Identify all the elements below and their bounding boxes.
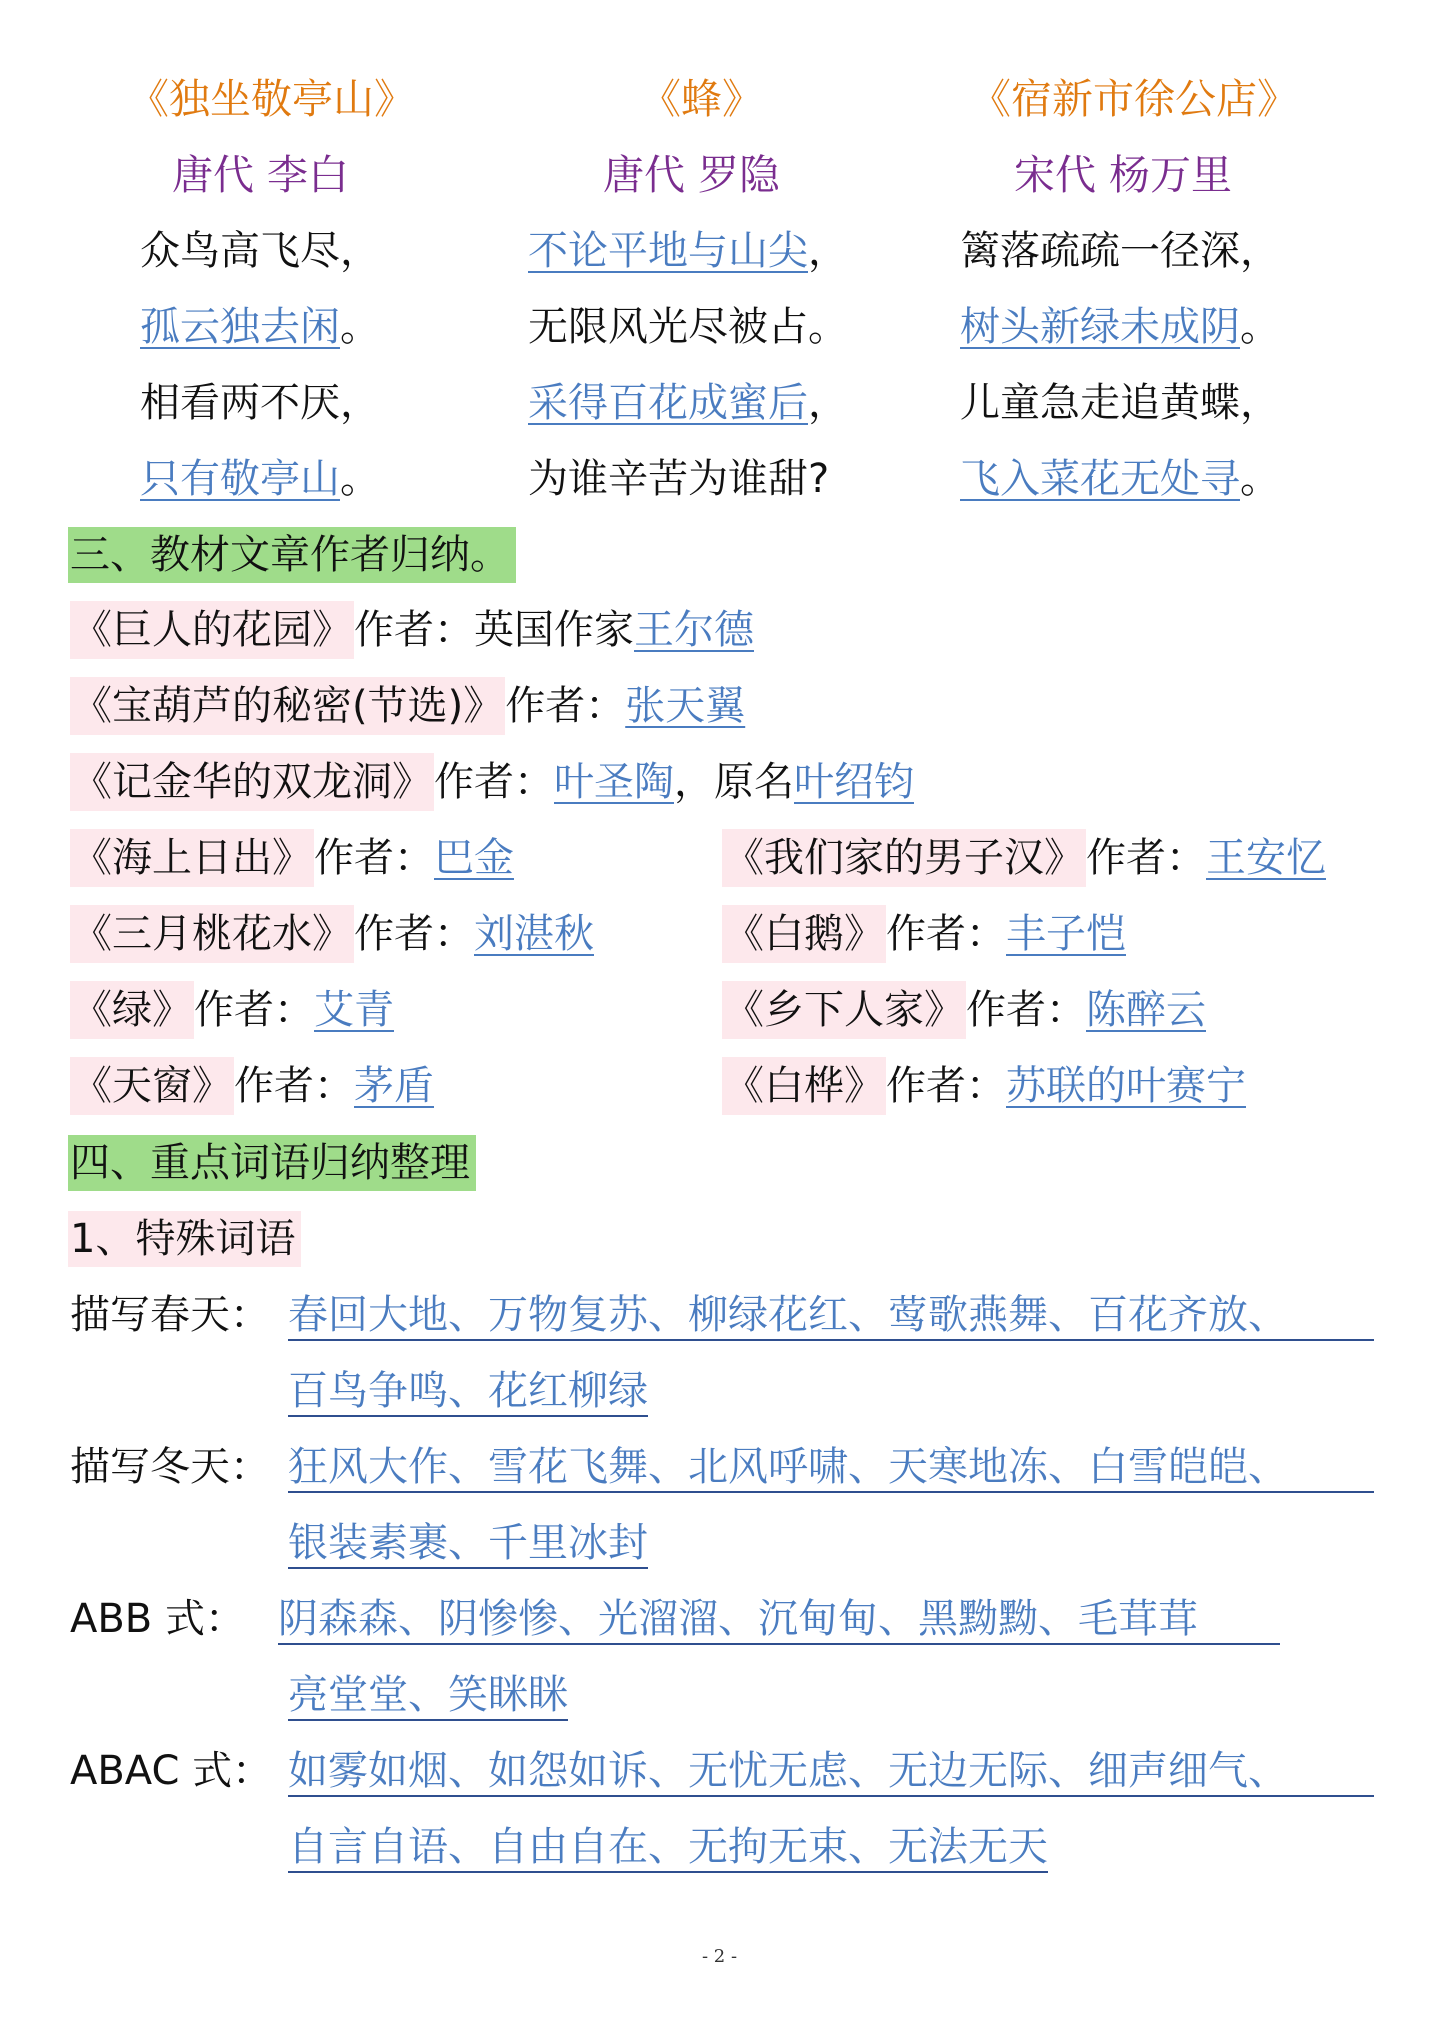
word-group-label: 描写春天： — [70, 1292, 270, 1338]
work-title: 《海上日出》 — [70, 829, 314, 887]
work-title: 《宝葫芦的秘密(节选)》 — [70, 677, 505, 735]
word-list: 如雾如烟、如怨如诉、无忧无虑、无边无际、细声细气、 — [288, 1751, 1374, 1797]
author-name: 张天翼 — [625, 683, 746, 729]
author-row-left — [70, 984, 394, 1036]
poem-line-blank: 孤云独去闲 — [140, 304, 340, 350]
poem-line-blank: 飞入菜花无处寻 — [960, 456, 1240, 502]
poem-dynasty-author: 唐代 李白 — [172, 151, 350, 199]
work-title: 《天窗》 — [70, 1057, 234, 1115]
word-group-line — [288, 1748, 1374, 1797]
author-prefix: 作者： — [354, 911, 474, 957]
author-name: 茅盾 — [354, 1063, 434, 1109]
poem-line — [528, 304, 848, 350]
author-row — [70, 756, 914, 808]
author-row-left — [70, 1060, 434, 1112]
author-row-left — [70, 832, 514, 884]
author-name: 艾青 — [314, 987, 394, 1033]
poem-dynasty-author: 宋代 杨万里 — [1014, 151, 1233, 199]
poem-line-punct: 。 — [1240, 304, 1280, 350]
poem-title: 《独坐敬亭山》 — [128, 75, 415, 123]
work-title: 《白桦》 — [722, 1057, 886, 1115]
subsection-heading: 1、特殊词语 — [68, 1211, 301, 1267]
poem-line — [960, 456, 1280, 502]
author-name: 刘湛秋 — [474, 911, 594, 957]
work-title: 《乡下人家》 — [722, 981, 966, 1039]
work-title: 《巨人的花园》 — [70, 601, 354, 659]
word-list: 春回大地、万物复苏、柳绿花红、莺歌燕舞、百花齐放、 — [288, 1295, 1374, 1341]
poem-line-blank: 不论平地与山尖 — [528, 228, 808, 274]
author-prefix: 作者： — [434, 759, 554, 805]
work-title: 《记金华的双龙洞》 — [70, 753, 434, 811]
author-prefix: 作者： — [886, 911, 1006, 957]
poem-dynasty-author: 唐代 罗隐 — [603, 151, 781, 199]
poem-line-punct: 。 — [340, 304, 380, 350]
poem-line — [140, 304, 380, 350]
author-prefix: 作者： — [505, 683, 626, 729]
poem-title: 《蜂》 — [640, 75, 763, 123]
poem-line-punct: ， — [808, 228, 848, 274]
author-prefix: 作者： — [234, 1063, 354, 1109]
author-extra: ，原名 — [674, 759, 794, 805]
poem-line — [528, 380, 848, 426]
word-list: 狂风大作、雪花飞舞、北风呼啸、天寒地冻、白雪皑皑、 — [288, 1447, 1374, 1493]
author-name: 王安忆 — [1206, 835, 1326, 881]
word-group-line — [288, 1520, 648, 1569]
author-prefix: 作者：英国作家 — [354, 607, 634, 653]
word-group-line — [288, 1672, 568, 1721]
author-row-right — [722, 984, 1206, 1036]
poem-line-text: 儿童急走追黄蝶， — [960, 380, 1280, 426]
author-original-name: 叶绍钧 — [794, 759, 914, 805]
poem-line — [140, 380, 380, 426]
author-row — [70, 680, 745, 732]
author-row-right — [722, 1060, 1246, 1112]
author-row — [70, 604, 754, 656]
poem-line-text: 相看两不厌， — [140, 380, 380, 426]
author-row-left — [70, 908, 594, 960]
poem-line — [960, 228, 1280, 274]
word-group-line — [288, 1292, 1374, 1341]
word-group-label: 描写冬天： — [70, 1444, 270, 1490]
word-group-label: ABB 式： — [70, 1596, 245, 1642]
section-heading: 三、教材文章作者归纳。 — [68, 527, 516, 583]
author-name: 巴金 — [434, 835, 514, 881]
author-prefix: 作者： — [1086, 835, 1206, 881]
word-list: 阴森森、阴惨惨、光溜溜、沉甸甸、黑黝黝、毛茸茸 — [278, 1599, 1280, 1645]
poem-line-blank: 采得百花成蜜后 — [528, 380, 808, 426]
author-name: 陈醉云 — [1086, 987, 1206, 1033]
poem-line-text: 篱落疏疏一径深， — [960, 228, 1280, 274]
word-list: 自言自语、自由自在、无拘无束、无法无天 — [288, 1827, 1048, 1873]
word-group-line — [288, 1444, 1374, 1493]
author-prefix: 作者： — [886, 1063, 1006, 1109]
word-list: 百鸟争鸣、花红柳绿 — [288, 1371, 648, 1417]
author-name: 王尔德 — [634, 607, 754, 653]
word-list: 银装素裹、千里冰封 — [288, 1523, 648, 1569]
work-title: 《绿》 — [70, 981, 194, 1039]
poem-title: 《宿新市徐公店》 — [970, 75, 1298, 123]
author-row-right — [722, 832, 1326, 884]
work-title: 《白鹅》 — [722, 905, 886, 963]
word-group-line — [288, 1824, 1048, 1873]
author-prefix: 作者： — [966, 987, 1086, 1033]
poem-line — [140, 456, 380, 502]
poem-line — [960, 304, 1280, 350]
author-name: 丰子恺 — [1006, 911, 1126, 957]
word-list: 亮堂堂、笑眯眯 — [288, 1675, 568, 1721]
poem-line — [960, 380, 1280, 426]
word-group-label: ABAC 式： — [70, 1748, 273, 1794]
poem-line-text: 众鸟高飞尽， — [140, 228, 380, 274]
author-prefix: 作者： — [314, 835, 434, 881]
author-name: 苏联的叶赛宁 — [1006, 1063, 1246, 1109]
word-group-line — [278, 1596, 1280, 1645]
poem-line — [528, 456, 830, 502]
word-group-line — [288, 1368, 648, 1417]
author-row-right — [722, 908, 1126, 960]
poem-line-punct: ， — [808, 380, 848, 426]
poem-line-blank: 只有敬亭山 — [140, 456, 340, 502]
work-title: 《我们家的男子汉》 — [722, 829, 1086, 887]
author-name: 叶圣陶 — [554, 759, 674, 805]
author-prefix: 作者： — [194, 987, 314, 1033]
poem-line — [140, 228, 380, 274]
page-number: - 2 - — [702, 1946, 738, 1967]
poem-line-blank: 树头新绿未成阴 — [960, 304, 1240, 350]
section-heading: 四、重点词语归纳整理 — [68, 1135, 476, 1191]
poem-line-punct: 。 — [340, 456, 380, 502]
poem-line — [528, 228, 848, 274]
poem-line-text: 为谁辛苦为谁甜? — [528, 456, 830, 502]
poem-line-text: 无限风光尽被占。 — [528, 304, 848, 350]
poem-line-punct: 。 — [1240, 456, 1280, 502]
work-title: 《三月桃花水》 — [70, 905, 354, 963]
